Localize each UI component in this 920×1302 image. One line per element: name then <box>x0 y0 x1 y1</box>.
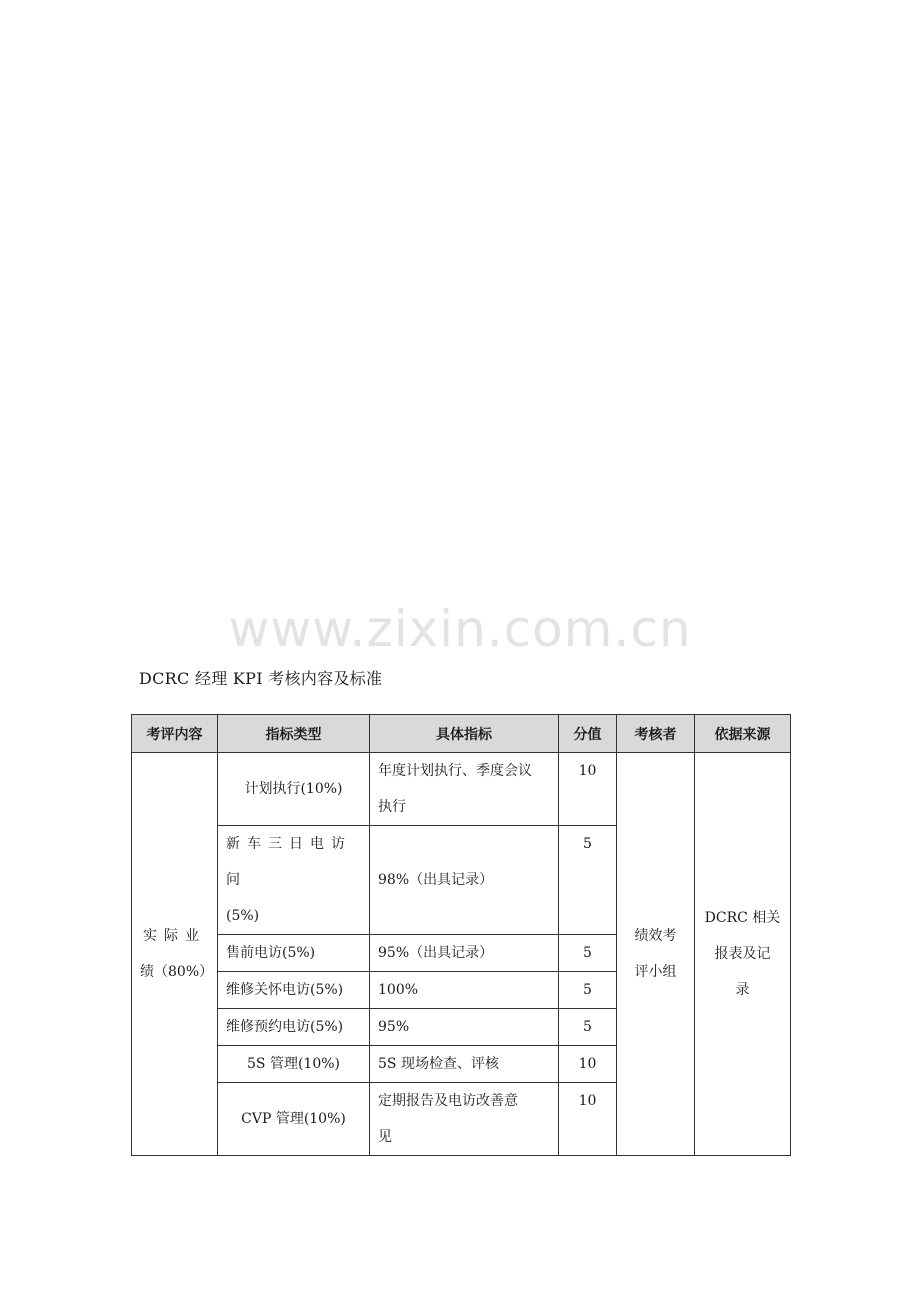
type-cell: 售前电访(5%) <box>218 935 370 972</box>
header-cell: 具体指标 <box>370 715 559 753</box>
indicator-cell: 98%（出具记录） <box>370 826 559 935</box>
type-cell <box>218 826 370 935</box>
indicator-line: 年度计划执行、季度会议 <box>378 763 532 779</box>
indicator-cell <box>370 1083 559 1156</box>
evaluator-line: 评小组 <box>634 964 677 980</box>
source-line: 录 <box>735 982 750 998</box>
indicator-cell: 95%（出具记录） <box>370 935 559 972</box>
indicator-cell: 100% <box>370 972 559 1009</box>
score-cell: 10 <box>559 753 617 826</box>
type-cell: CVP 管理(10%) <box>218 1083 370 1156</box>
kpi-table <box>131 714 791 1156</box>
indicator-cell: 5S 现场检查、评核 <box>370 1046 559 1083</box>
score-cell: 5 <box>559 972 617 1009</box>
type-line: (5%) <box>226 908 260 924</box>
score-cell: 10 <box>559 1083 617 1156</box>
type-cell: 计划执行(10%) <box>218 753 370 826</box>
evaluator-line: 绩效考 <box>634 928 677 944</box>
type-cell: 5S 管理(10%) <box>218 1046 370 1083</box>
score-cell: 10 <box>559 1046 617 1083</box>
source-line: DCRC 相关 <box>704 910 781 926</box>
indicator-cell <box>370 753 559 826</box>
type-line: 新车三日电访问 <box>226 836 352 888</box>
indicator-cell: 95% <box>370 1009 559 1046</box>
indicator-line: 见 <box>378 1129 392 1145</box>
header-cell: 考核者 <box>617 715 695 753</box>
header-cell: 分值 <box>559 715 617 753</box>
source-cell <box>695 753 791 1156</box>
indicator-line: 定期报告及电访改善意 <box>378 1093 518 1109</box>
table-header-row <box>132 715 791 753</box>
score-cell: 5 <box>559 826 617 935</box>
watermark: www.zixin.com.cn <box>228 600 692 658</box>
header-cell: 指标类型 <box>218 715 370 753</box>
header-cell: 依据来源 <box>695 715 791 753</box>
source-line: 报表及记 <box>714 946 771 962</box>
score-cell: 5 <box>559 1009 617 1046</box>
type-cell: 维修关怀电访(5%) <box>218 972 370 1009</box>
category-line: 绩（80%） <box>140 964 214 980</box>
evaluator-cell <box>617 753 695 1156</box>
category-cell <box>132 753 218 1156</box>
category-line: 实际业 <box>143 928 206 944</box>
header-cell: 考评内容 <box>132 715 218 753</box>
score-cell: 5 <box>559 935 617 972</box>
document-title: DCRC 经理 KPI 考核内容及标准 <box>139 669 383 688</box>
table-row <box>132 753 791 826</box>
indicator-line: 执行 <box>378 799 406 815</box>
type-cell: 维修预约电访(5%) <box>218 1009 370 1046</box>
